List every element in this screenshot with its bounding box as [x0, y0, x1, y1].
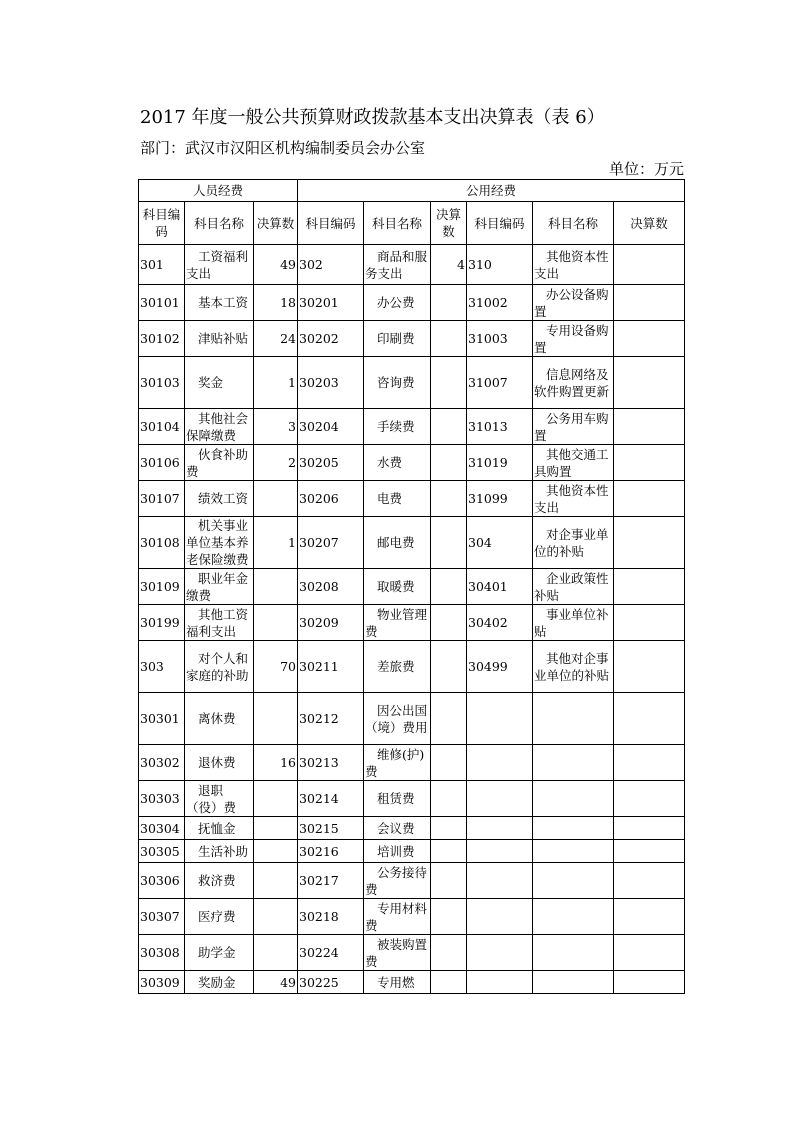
- amount-cell: [254, 693, 298, 745]
- table-row: [139, 781, 685, 817]
- name-cell: 对个人和家庭的补助: [185, 641, 254, 693]
- code-cell: 30204: [298, 409, 364, 445]
- code-cell: 30101: [139, 285, 185, 321]
- code-cell: 31002: [467, 285, 533, 321]
- name-cell: 公务用车购置: [533, 409, 614, 445]
- amount-cell: 2: [254, 445, 298, 481]
- code-cell: 30309: [139, 971, 185, 994]
- amount-cell: 18: [254, 285, 298, 321]
- amount-cell: [431, 863, 467, 899]
- amount-cell: [431, 321, 467, 357]
- table-row: [139, 517, 685, 569]
- code-cell: 30109: [139, 569, 185, 605]
- code-cell: 30305: [139, 840, 185, 863]
- name-cell: 其他社会保障缴费: [185, 409, 254, 445]
- column-header-row: [139, 202, 685, 245]
- name-cell: 生活补助: [185, 840, 254, 863]
- name-cell: 工资福利支出: [185, 245, 254, 285]
- name-cell: [533, 899, 614, 935]
- name-cell: 印刷费: [364, 321, 431, 357]
- name-cell: 办公费: [364, 285, 431, 321]
- code-cell: [467, 935, 533, 971]
- name-cell: 因公出国（境）费用: [364, 693, 431, 745]
- amount-cell: [431, 899, 467, 935]
- name-cell: 租赁费: [364, 781, 431, 817]
- amount-cell: [614, 745, 685, 781]
- amount-cell: [431, 641, 467, 693]
- table-row: [139, 693, 685, 745]
- page-title: 2017 年度一般公共预算财政拨款基本支出决算表（表 6）: [140, 107, 605, 128]
- code-cell: [467, 693, 533, 745]
- code-cell: 30215: [298, 817, 364, 840]
- col-amount-2: 决算数: [431, 202, 467, 245]
- table-row: [139, 935, 685, 971]
- amount-cell: [614, 321, 685, 357]
- amount-cell: [614, 935, 685, 971]
- amount-cell: 3: [254, 409, 298, 445]
- code-cell: [467, 899, 533, 935]
- table-row: [139, 445, 685, 481]
- name-cell: 维修(护)费: [364, 745, 431, 781]
- name-cell: 其他对企事业单位的补贴: [533, 641, 614, 693]
- table-row: [139, 321, 685, 357]
- amount-cell: [431, 285, 467, 321]
- name-cell: 办公设备购置: [533, 285, 614, 321]
- name-cell: 退职（役）费: [185, 781, 254, 817]
- name-cell: 其他资本性支出: [533, 245, 614, 285]
- public-header: 公用经费: [298, 180, 685, 202]
- name-cell: 其他工资福利支出: [185, 605, 254, 641]
- amount-cell: [431, 409, 467, 445]
- amount-cell: [614, 517, 685, 569]
- code-cell: 30301: [139, 693, 185, 745]
- code-cell: [467, 863, 533, 899]
- code-cell: [467, 840, 533, 863]
- table-row: [139, 971, 685, 994]
- code-cell: 30307: [139, 899, 185, 935]
- table-row: [139, 745, 685, 781]
- amount-cell: [431, 971, 467, 994]
- amount-cell: [431, 357, 467, 409]
- name-cell: 机关事业单位基本养老保险缴费: [185, 517, 254, 569]
- code-cell: 30216: [298, 840, 364, 863]
- name-cell: 对企事业单位的补贴: [533, 517, 614, 569]
- col-code-1: 科目编码: [139, 202, 185, 245]
- name-cell: 培训费: [364, 840, 431, 863]
- amount-cell: [614, 605, 685, 641]
- code-cell: 30213: [298, 745, 364, 781]
- code-cell: 30401: [467, 569, 533, 605]
- code-cell: 30225: [298, 971, 364, 994]
- table-row: [139, 605, 685, 641]
- amount-cell: 49: [254, 971, 298, 994]
- name-cell: 其他资本性支出: [533, 481, 614, 517]
- amount-cell: [431, 840, 467, 863]
- name-cell: 专用材料费: [364, 899, 431, 935]
- code-cell: 30102: [139, 321, 185, 357]
- code-cell: 30302: [139, 745, 185, 781]
- code-cell: 30203: [298, 357, 364, 409]
- name-cell: 救济费: [185, 863, 254, 899]
- code-cell: 303: [139, 641, 185, 693]
- code-cell: 30211: [298, 641, 364, 693]
- name-cell: 抚恤金: [185, 817, 254, 840]
- amount-cell: [431, 605, 467, 641]
- table-row: [139, 899, 685, 935]
- amount-cell: [254, 481, 298, 517]
- amount-cell: 70: [254, 641, 298, 693]
- amount-cell: [431, 693, 467, 745]
- amount-cell: 4: [431, 245, 467, 285]
- table-row: [139, 817, 685, 840]
- name-cell: 会议费: [364, 817, 431, 840]
- amount-cell: [614, 285, 685, 321]
- name-cell: 专用燃: [364, 971, 431, 994]
- amount-cell: [614, 781, 685, 817]
- name-cell: 基本工资: [185, 285, 254, 321]
- code-cell: [467, 745, 533, 781]
- table-row: [139, 569, 685, 605]
- code-cell: 30402: [467, 605, 533, 641]
- code-cell: 31019: [467, 445, 533, 481]
- table-row: [139, 863, 685, 899]
- code-cell: 30214: [298, 781, 364, 817]
- amount-cell: [614, 569, 685, 605]
- name-cell: 助学金: [185, 935, 254, 971]
- amount-cell: [614, 817, 685, 840]
- amount-cell: [254, 781, 298, 817]
- col-name-2: 科目名称: [364, 202, 431, 245]
- name-cell: 物业管理费: [364, 605, 431, 641]
- name-cell: 取暖费: [364, 569, 431, 605]
- name-cell: [533, 745, 614, 781]
- amount-cell: [614, 445, 685, 481]
- table-row: [139, 641, 685, 693]
- table-row: [139, 357, 685, 409]
- amount-cell: [614, 357, 685, 409]
- code-cell: 30306: [139, 863, 185, 899]
- name-cell: 其他交通工具购置: [533, 445, 614, 481]
- name-cell: [533, 817, 614, 840]
- amount-cell: [431, 517, 467, 569]
- name-cell: 职业年金缴费: [185, 569, 254, 605]
- name-cell: [533, 693, 614, 745]
- code-cell: 30224: [298, 935, 364, 971]
- code-cell: 31099: [467, 481, 533, 517]
- code-cell: 30106: [139, 445, 185, 481]
- table-row: [139, 840, 685, 863]
- code-cell: 30202: [298, 321, 364, 357]
- amount-cell: [254, 863, 298, 899]
- table-row: [139, 481, 685, 517]
- code-cell: 30209: [298, 605, 364, 641]
- amount-cell: [431, 745, 467, 781]
- col-name-1: 科目名称: [185, 202, 254, 245]
- code-cell: 30212: [298, 693, 364, 745]
- code-cell: 30103: [139, 357, 185, 409]
- code-cell: 31007: [467, 357, 533, 409]
- col-name-3: 科目名称: [533, 202, 614, 245]
- amount-cell: [614, 693, 685, 745]
- code-cell: 31003: [467, 321, 533, 357]
- amount-cell: [614, 971, 685, 994]
- amount-cell: [254, 817, 298, 840]
- table-row: [139, 409, 685, 445]
- personnel-header: 人员经费: [139, 180, 298, 202]
- amount-cell: [254, 840, 298, 863]
- code-cell: 30199: [139, 605, 185, 641]
- amount-cell: [254, 605, 298, 641]
- amount-cell: [614, 863, 685, 899]
- name-cell: 津贴补贴: [185, 321, 254, 357]
- code-cell: 30104: [139, 409, 185, 445]
- name-cell: [533, 840, 614, 863]
- amount-cell: [614, 840, 685, 863]
- code-cell: 30207: [298, 517, 364, 569]
- name-cell: 绩效工资: [185, 481, 254, 517]
- code-cell: 30217: [298, 863, 364, 899]
- name-cell: 奖励金: [185, 971, 254, 994]
- name-cell: [533, 863, 614, 899]
- amount-cell: [431, 817, 467, 840]
- expenditure-table: [138, 179, 685, 994]
- code-cell: [467, 971, 533, 994]
- code-cell: 30206: [298, 481, 364, 517]
- code-cell: 30308: [139, 935, 185, 971]
- department-label: 部门：武汉市汉阳区机构编制委员会办公室: [140, 139, 426, 157]
- code-cell: 301: [139, 245, 185, 285]
- code-cell: 31013: [467, 409, 533, 445]
- code-cell: 30208: [298, 569, 364, 605]
- amount-cell: [614, 481, 685, 517]
- amount-cell: 1: [254, 517, 298, 569]
- name-cell: [533, 935, 614, 971]
- name-cell: 信息网络及软件购置更新: [533, 357, 614, 409]
- code-cell: 304: [467, 517, 533, 569]
- code-cell: 302: [298, 245, 364, 285]
- table-row: [139, 245, 685, 285]
- amount-cell: [254, 569, 298, 605]
- name-cell: [533, 971, 614, 994]
- amount-cell: [431, 481, 467, 517]
- name-cell: 离休费: [185, 693, 254, 745]
- col-code-2: 科目编码: [298, 202, 364, 245]
- amount-cell: 1: [254, 357, 298, 409]
- amount-cell: [431, 935, 467, 971]
- name-cell: 咨询费: [364, 357, 431, 409]
- col-amount-1: 决算数: [254, 202, 298, 245]
- name-cell: 伙食补助费: [185, 445, 254, 481]
- amount-cell: 49: [254, 245, 298, 285]
- name-cell: 公务接待费: [364, 863, 431, 899]
- amount-cell: [614, 409, 685, 445]
- code-cell: 30218: [298, 899, 364, 935]
- amount-cell: 16: [254, 745, 298, 781]
- name-cell: 差旅费: [364, 641, 431, 693]
- code-cell: 30108: [139, 517, 185, 569]
- name-cell: 企业政策性补贴: [533, 569, 614, 605]
- code-cell: 30107: [139, 481, 185, 517]
- amount-cell: [614, 641, 685, 693]
- amount-cell: [431, 445, 467, 481]
- name-cell: 手续费: [364, 409, 431, 445]
- name-cell: 被装购置费: [364, 935, 431, 971]
- col-code-3: 科目编码: [467, 202, 533, 245]
- amount-cell: 24: [254, 321, 298, 357]
- code-cell: [467, 817, 533, 840]
- amount-cell: [254, 935, 298, 971]
- amount-cell: [431, 569, 467, 605]
- name-cell: 邮电费: [364, 517, 431, 569]
- name-cell: 商品和服务支出: [364, 245, 431, 285]
- name-cell: [533, 781, 614, 817]
- code-cell: 30205: [298, 445, 364, 481]
- code-cell: 30304: [139, 817, 185, 840]
- code-cell: 30201: [298, 285, 364, 321]
- amount-cell: [254, 899, 298, 935]
- group-header-row: [139, 180, 685, 202]
- amount-cell: [614, 245, 685, 285]
- name-cell: 奖金: [185, 357, 254, 409]
- name-cell: 水费: [364, 445, 431, 481]
- name-cell: 退休费: [185, 745, 254, 781]
- unit-label: 单位：万元: [608, 160, 684, 178]
- col-amount-3: 决算数: [614, 202, 685, 245]
- amount-cell: [614, 899, 685, 935]
- name-cell: 医疗费: [185, 899, 254, 935]
- table-row: [139, 285, 685, 321]
- name-cell: 专用设备购置: [533, 321, 614, 357]
- code-cell: 310: [467, 245, 533, 285]
- amount-cell: [431, 781, 467, 817]
- code-cell: 30303: [139, 781, 185, 817]
- name-cell: 事业单位补贴: [533, 605, 614, 641]
- code-cell: 30499: [467, 641, 533, 693]
- name-cell: 电费: [364, 481, 431, 517]
- code-cell: [467, 781, 533, 817]
